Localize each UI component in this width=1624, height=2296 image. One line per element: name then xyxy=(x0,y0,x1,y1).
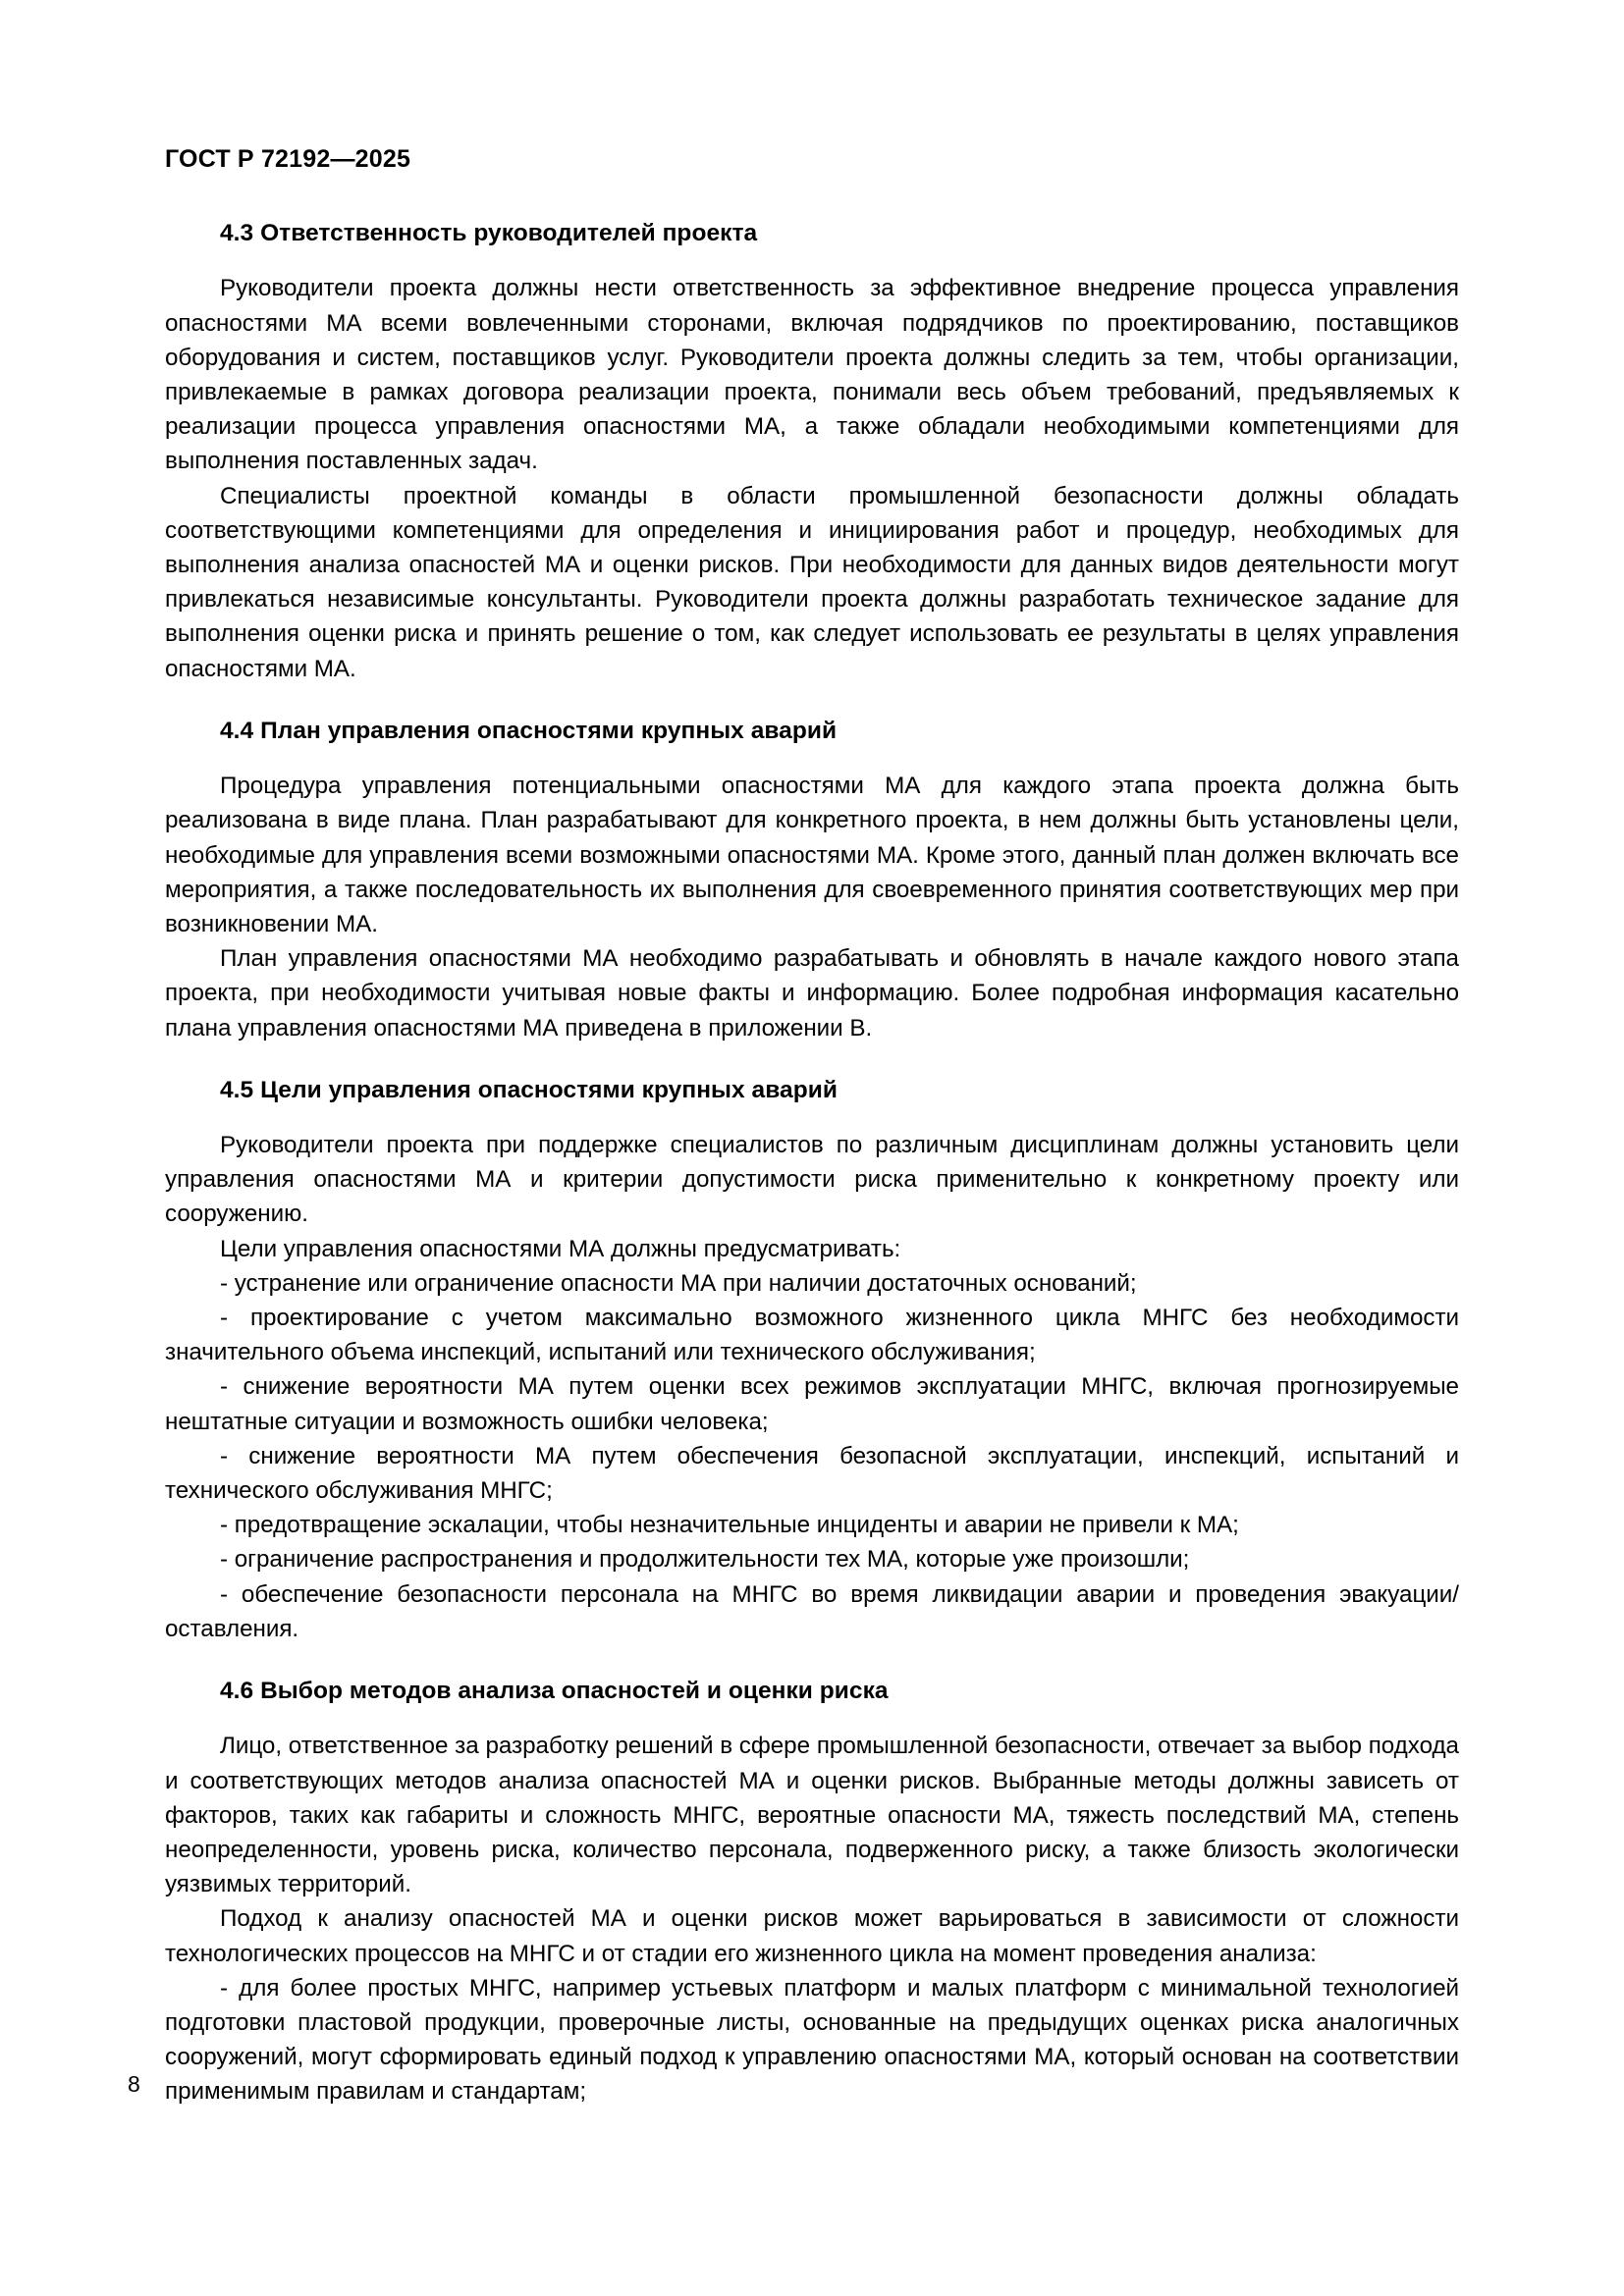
list-item: - снижение вероятности МА путем оценки всех режимов эксплуатации МНГС, включая прогнозируемые нештатные ситуации и возможность ошибки человека; xyxy=(165,1373,1459,1435)
page-header-standard-number: ГОСТ Р 72192—2025 xyxy=(165,145,411,173)
list-item: - обеспечение безопасности персонала на МНГС во время ликвидации аварии и проведения эвакуации/оставления. xyxy=(165,1580,1459,1642)
paragraph-4-3-1: Руководители проекта должны нести ответственность за эффективное внедрение процесса управления опасностями МА всеми вовлеченными сторонами, включая подрядчиков по проектированию, поставщиков оборудования и систем, поставщиков услуг. Руководители проекта должны следить за тем, чтобы организации, привлекаемые в рамках договора реализации проекта, понимали весь объем требований, предъявляемых к реализации процесса управления опасностями МА, а также обладали необходимыми компетенциями для выполнения поставленных задач. xyxy=(165,275,1459,475)
paragraph-4-5-2: Цели управления опасностями МА должны предусматривать: xyxy=(220,1235,901,1262)
paragraph-4-4-2: План управления опасностями МА необходимо разрабатывать и обновлять в начале каждого нового этапа проекта, при необходимости учитывая новые факты и информацию. Более подробная информация касательно плана управления опасностями МА приведена в приложении В. xyxy=(165,945,1459,1041)
list-item: - предотвращение эскалации, чтобы незначительные инциденты и аварии не привели к МА; xyxy=(220,1512,1239,1539)
section-4-4 xyxy=(165,716,1459,747)
paragraph-4-6-1: Лицо, ответственное за разработку решений в сфере промышленной безопасности, отвечает за выбор подхода и соответствующих методов анализа опасностей МА и оценки рисков. Выбранные методы должны зависеть от факторов, таких как габариты и сложность МНГС, вероятные опасности МА, тяжесть последствий МА, степень неопределенности, уровень риска, количество персонала, подверженного риску, а также близость экологически уязвимых территорий. xyxy=(165,1733,1459,1898)
section-heading-4-3: 4.3 Ответственность руководителей проекта xyxy=(220,220,758,246)
section-4-6 xyxy=(165,1676,1459,1707)
paragraph-4-6-2: Подход к анализу опасностей МА и оценки рисков может варьироваться в зависимости от сложности технологических процессов на МНГС и от стадии его жизненного цикла на момент проведения анализа: xyxy=(165,1905,1459,1967)
section-heading-4-5: 4.5 Цели управления опасностями крупных аварий xyxy=(220,1076,838,1103)
section-4-3 xyxy=(165,218,1459,249)
section-4-5 xyxy=(165,1075,1459,1106)
list-item: - для более простых МНГС, например устьевых платформ и малых платформ с минимальной технологией подготовки пластовой продукции, проверочные листы, основанные на предыдущих оценках риска аналогичных сооружений, могут сформировать единый подход к управлению опасностями МА, который основан на соответствии применимым правилам и стандартам; xyxy=(165,1974,1459,2106)
page-number: 8 xyxy=(128,2071,140,2097)
list-item: - устранение или ограничение опасности МА при наличии достаточных оснований; xyxy=(220,1269,1137,1297)
section-heading-4-4: 4.4 План управления опасностями крупных аварий xyxy=(220,717,838,744)
paragraph-4-3-2: Специалисты проектной команды в области промышленной безопасности должны обладать соответствующими компетенциями для определения и инициирования работ и процедур, необходимых для выполнения анализа опасностей МА и оценки рисков. При необходимости для данных видов деятельности могут привлекаться независимые консультанты. Руководители проекта должны разработать техническое задание для выполнения оценки риска и принять решение о том, как следует использовать ее результаты в целях управления опасностями МА. xyxy=(165,482,1459,682)
paragraph-4-5-1: Руководители проекта при поддержке специалистов по различным дисциплинам должны установить цели управления опасностями МА и критерии допустимости риска применительно к конкретному проекту или сооружению. xyxy=(165,1132,1459,1228)
page-content xyxy=(165,218,1459,2109)
paragraph-4-4-1: Процедура управления потенциальными опасностями МА для каждого этапа проекта должна быть реализована в виде плана. План разрабатывают для конкретного проекта, в нем должны быть установлены цели, необходимые для управления всеми возможными опасностями МА. Кроме этого, данный план должен включать все мероприятия, а также последовательность их выполнения для своевременного принятия соответствующих мер при возникновении МА. xyxy=(165,773,1459,937)
list-item: - ограничение распространения и продолжительности тех МА, которые уже произошли; xyxy=(220,1546,1190,1574)
section-heading-4-6: 4.6 Выбор методов анализа опасностей и оценки риска xyxy=(220,1678,889,1705)
list-item: - снижение вероятности МА путем обеспечения безопасной эксплуатации, инспекций, испытаний и технического обслуживания МНГС; xyxy=(165,1442,1459,1505)
list-item: - проектирование с учетом максимально возможного жизненного цикла МНГС без необходимости значительного объема инспекций, испытаний или технического обслуживания; xyxy=(165,1305,1459,1366)
